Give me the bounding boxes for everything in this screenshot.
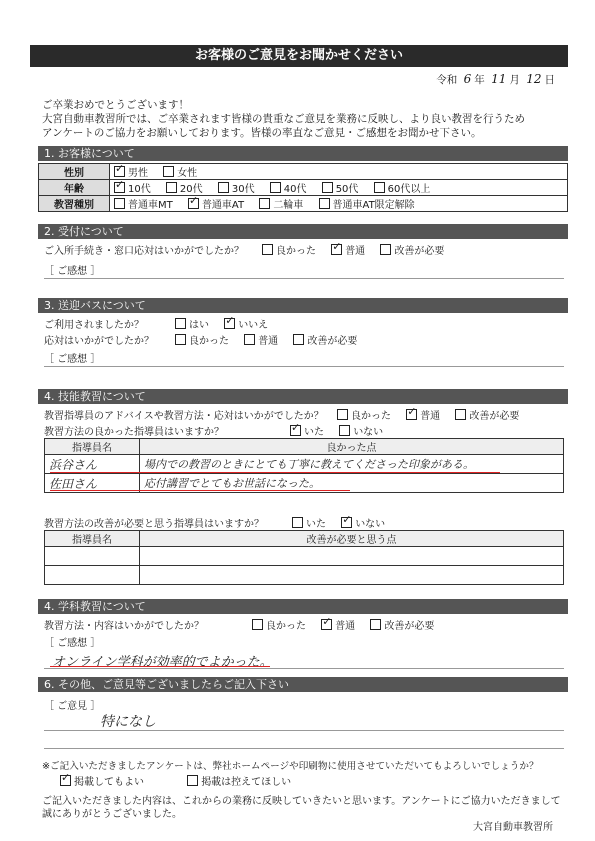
reception-question: ご入所手続き・窓口応対はいかがでしたか？ — [44, 246, 244, 257]
option-label: 改善が必要 — [394, 246, 445, 257]
empty-cell — [45, 566, 140, 585]
option-label: 普通 — [345, 246, 366, 257]
reception-good-checkbox[interactable] — [262, 244, 273, 255]
course-options — [110, 196, 568, 212]
age-checkbox[interactable] — [270, 182, 281, 193]
course-option-label: 普通車AT限定解除 — [332, 200, 415, 211]
course-option-label: 二輪車 — [273, 200, 304, 211]
bus-q2-options — [175, 332, 369, 347]
date-line — [436, 72, 555, 87]
lecture-normal-checkbox[interactable] — [321, 619, 332, 630]
lecture-comment: オンライン学科が効率的でよかった。 — [52, 655, 273, 670]
col-instructor-name: 指導員名 — [45, 439, 140, 455]
section-lecture-header: 4. 学科教習について — [38, 599, 568, 614]
good-instructor-no-checkbox[interactable] — [339, 425, 350, 436]
male-checkbox[interactable] — [114, 166, 125, 177]
course-option-label: 普通車AT — [201, 200, 245, 211]
option-label: 掲載してもよい — [74, 777, 144, 788]
driving-q2: 教習方法の良かった指導員はいますか？ — [44, 427, 224, 438]
option-label: はい — [189, 320, 209, 331]
course-checkbox[interactable] — [114, 198, 125, 209]
lecture-question: 教習方法・内容はいかがでしたか？ — [44, 621, 204, 632]
good-instructor-yes-checkbox[interactable] — [290, 425, 301, 436]
empty-cell — [45, 547, 140, 566]
col-improve-points: 改善が必要と思う点 — [140, 531, 564, 547]
lecture-improve-checkbox[interactable] — [370, 619, 381, 630]
course-label: 教習種別 — [39, 196, 110, 212]
comment-line — [44, 668, 564, 669]
good-point-cell — [140, 455, 564, 474]
age-option-label: 40代 — [283, 184, 307, 195]
option-label: いない — [355, 519, 386, 530]
lecture-comment-label: ［ ご感想 ］ — [44, 638, 101, 649]
female-checkbox[interactable] — [163, 166, 174, 177]
col-good-points: 良かった点 — [140, 439, 564, 455]
driving-improve-checkbox[interactable] — [455, 409, 466, 420]
bus-yes-checkbox[interactable] — [175, 318, 186, 329]
female-label: 女性 — [177, 168, 198, 179]
option-label: 改善が必要 — [384, 621, 435, 632]
option-label: 掲載は控えてほしい — [201, 777, 292, 788]
instructor-name: 浜谷さん — [49, 457, 98, 472]
section-customer-header: 1. お客様について — [38, 146, 568, 161]
section-driving-header: 4. 技能教習について — [38, 389, 568, 404]
bus-q1-options — [175, 316, 280, 331]
bus-no-checkbox[interactable] — [224, 318, 235, 329]
bus-q1: ご利用されましたか？ — [44, 320, 144, 331]
bus-q2: 応対はいかがでしたか？ — [44, 336, 154, 347]
course-checkbox[interactable] — [259, 198, 270, 209]
age-checkbox[interactable] — [166, 182, 177, 193]
comment-line — [44, 278, 564, 279]
option-label: 良かった — [351, 411, 391, 422]
intro-line: ご卒業おめでとうございます！ — [42, 99, 189, 111]
other-comment: 特になし — [100, 714, 156, 730]
section-bus-header: 3. 送迎バスについて — [38, 298, 568, 313]
age-option-label: 10代 — [128, 184, 151, 195]
reception-improve-checkbox[interactable] — [380, 244, 391, 255]
date-day-unit: 日 — [544, 74, 555, 86]
school-name: 大宮自動車教習所 — [473, 822, 553, 833]
course-checkbox[interactable] — [188, 198, 199, 209]
driving-q3: 教習方法の改善が必要と思う指導員はいますか？ — [44, 519, 264, 530]
comment-line — [44, 748, 564, 749]
footer-line: 誠にありがとうございました。 — [42, 809, 182, 820]
bus-normal-checkbox[interactable] — [244, 334, 255, 345]
option-label: 普通 — [258, 336, 279, 347]
lecture-good-checkbox[interactable] — [252, 619, 263, 630]
age-label: 年齢 — [39, 180, 110, 196]
footer-line: ご記入いただきました内容は、これからの業務に反映していきたいと思います。アンケートにご協力いただきまして — [42, 796, 561, 807]
other-comment-label: ［ ご意見 ］ — [44, 701, 101, 712]
age-option-label: 50代 — [335, 184, 359, 195]
improve-instructor-no-checkbox[interactable] — [341, 517, 352, 528]
driving-q1-options — [337, 407, 531, 422]
intro-text — [42, 98, 562, 140]
reception-comment-label: ［ ご感想 ］ — [44, 266, 101, 277]
intro-line: アンケートのご協力をお願いしております。皆様の率直なご意見・ご感想をお聞かせ下さい。 — [42, 127, 482, 139]
option-label: いた — [304, 427, 324, 438]
consent-yes-checkbox[interactable] — [60, 775, 71, 786]
driving-q3-options — [292, 515, 397, 530]
reception-normal-checkbox[interactable] — [331, 244, 342, 255]
bus-comment-label: ［ ご感想 ］ — [44, 354, 101, 365]
course-checkbox[interactable] — [319, 198, 330, 209]
age-checkbox[interactable] — [218, 182, 229, 193]
option-label: 普通 — [335, 621, 356, 632]
course-option-label: 普通車MT — [128, 200, 173, 211]
instructor-name: 佐田さん — [49, 476, 98, 491]
empty-cell — [140, 566, 564, 585]
driving-q2-options — [290, 423, 395, 438]
date-era: 令和 — [436, 74, 458, 86]
age-options — [110, 180, 568, 196]
gender-options — [110, 164, 568, 180]
reception-options — [262, 242, 456, 257]
red-underline — [50, 472, 500, 473]
lecture-options — [252, 617, 446, 632]
age-checkbox[interactable] — [322, 182, 333, 193]
consent-options — [60, 773, 303, 788]
improve-instructor-table — [44, 530, 564, 585]
date-year: 6 — [463, 72, 472, 86]
consent-no-checkbox[interactable] — [187, 775, 198, 786]
option-label: 良かった — [189, 336, 229, 347]
option-label: 良かった — [266, 621, 306, 632]
option-label: 改善が必要 — [469, 411, 520, 422]
red-underline — [50, 490, 350, 491]
customer-table — [38, 163, 568, 212]
age-option-label: 20代 — [179, 184, 203, 195]
age-option-label: 30代 — [231, 184, 255, 195]
option-label: 良かった — [276, 246, 316, 257]
age-checkbox[interactable] — [114, 182, 125, 193]
driving-q1: 教習指導員のアドバイスや教習方法・応対はいかがでしたか？ — [44, 411, 324, 422]
date-month-unit: 月 — [509, 74, 520, 86]
option-label: いない — [353, 427, 384, 438]
driving-normal-checkbox[interactable] — [406, 409, 417, 420]
age-option-label: 60代以上 — [387, 184, 431, 195]
option-label: 普通 — [420, 411, 441, 422]
male-label: 男性 — [128, 168, 148, 179]
gender-label: 性別 — [39, 164, 110, 180]
option-label: いいえ — [238, 320, 269, 331]
red-underline — [50, 666, 270, 667]
age-checkbox[interactable] — [374, 182, 385, 193]
consent-question: ※ご記入いただきましたアンケートは、弊社ホームページや印刷物に使用させていただいてもよろしいでしょうか？ — [42, 761, 539, 772]
good-instructor-table — [44, 438, 564, 493]
date-day: 12 — [526, 72, 542, 86]
instructor-name-cell — [45, 455, 140, 474]
good-point-text: 応付講習でとてもお世話になった。 — [144, 477, 320, 490]
empty-cell — [140, 547, 564, 566]
col-instructor-name: 指導員名 — [45, 531, 140, 547]
bus-good-checkbox[interactable] — [175, 334, 186, 345]
form-title: お客様のご意見をお聞かせください — [30, 45, 568, 67]
driving-good-checkbox[interactable] — [337, 409, 348, 420]
date-month: 11 — [491, 72, 507, 86]
section-other-header: 6. その他、ご意見等ございましたらご記入下さい — [38, 677, 568, 692]
comment-line — [44, 366, 564, 367]
improve-instructor-yes-checkbox[interactable] — [292, 517, 303, 528]
date-year-unit: 年 — [474, 74, 485, 86]
section-reception-header: 2. 受付について — [38, 224, 568, 239]
comment-line — [44, 730, 564, 731]
good-point-text: 場内での教習のときにとても丁寧に教えてくださった印象がある。 — [144, 458, 474, 471]
option-label: いた — [306, 519, 326, 530]
option-label: 改善が必要 — [307, 336, 358, 347]
intro-line: 大宮自動車教習所では、ご卒業されます皆様の貴重なご意見を業務に反映し、より良い教習を行うため — [42, 113, 525, 125]
bus-improve-checkbox[interactable] — [293, 334, 304, 345]
